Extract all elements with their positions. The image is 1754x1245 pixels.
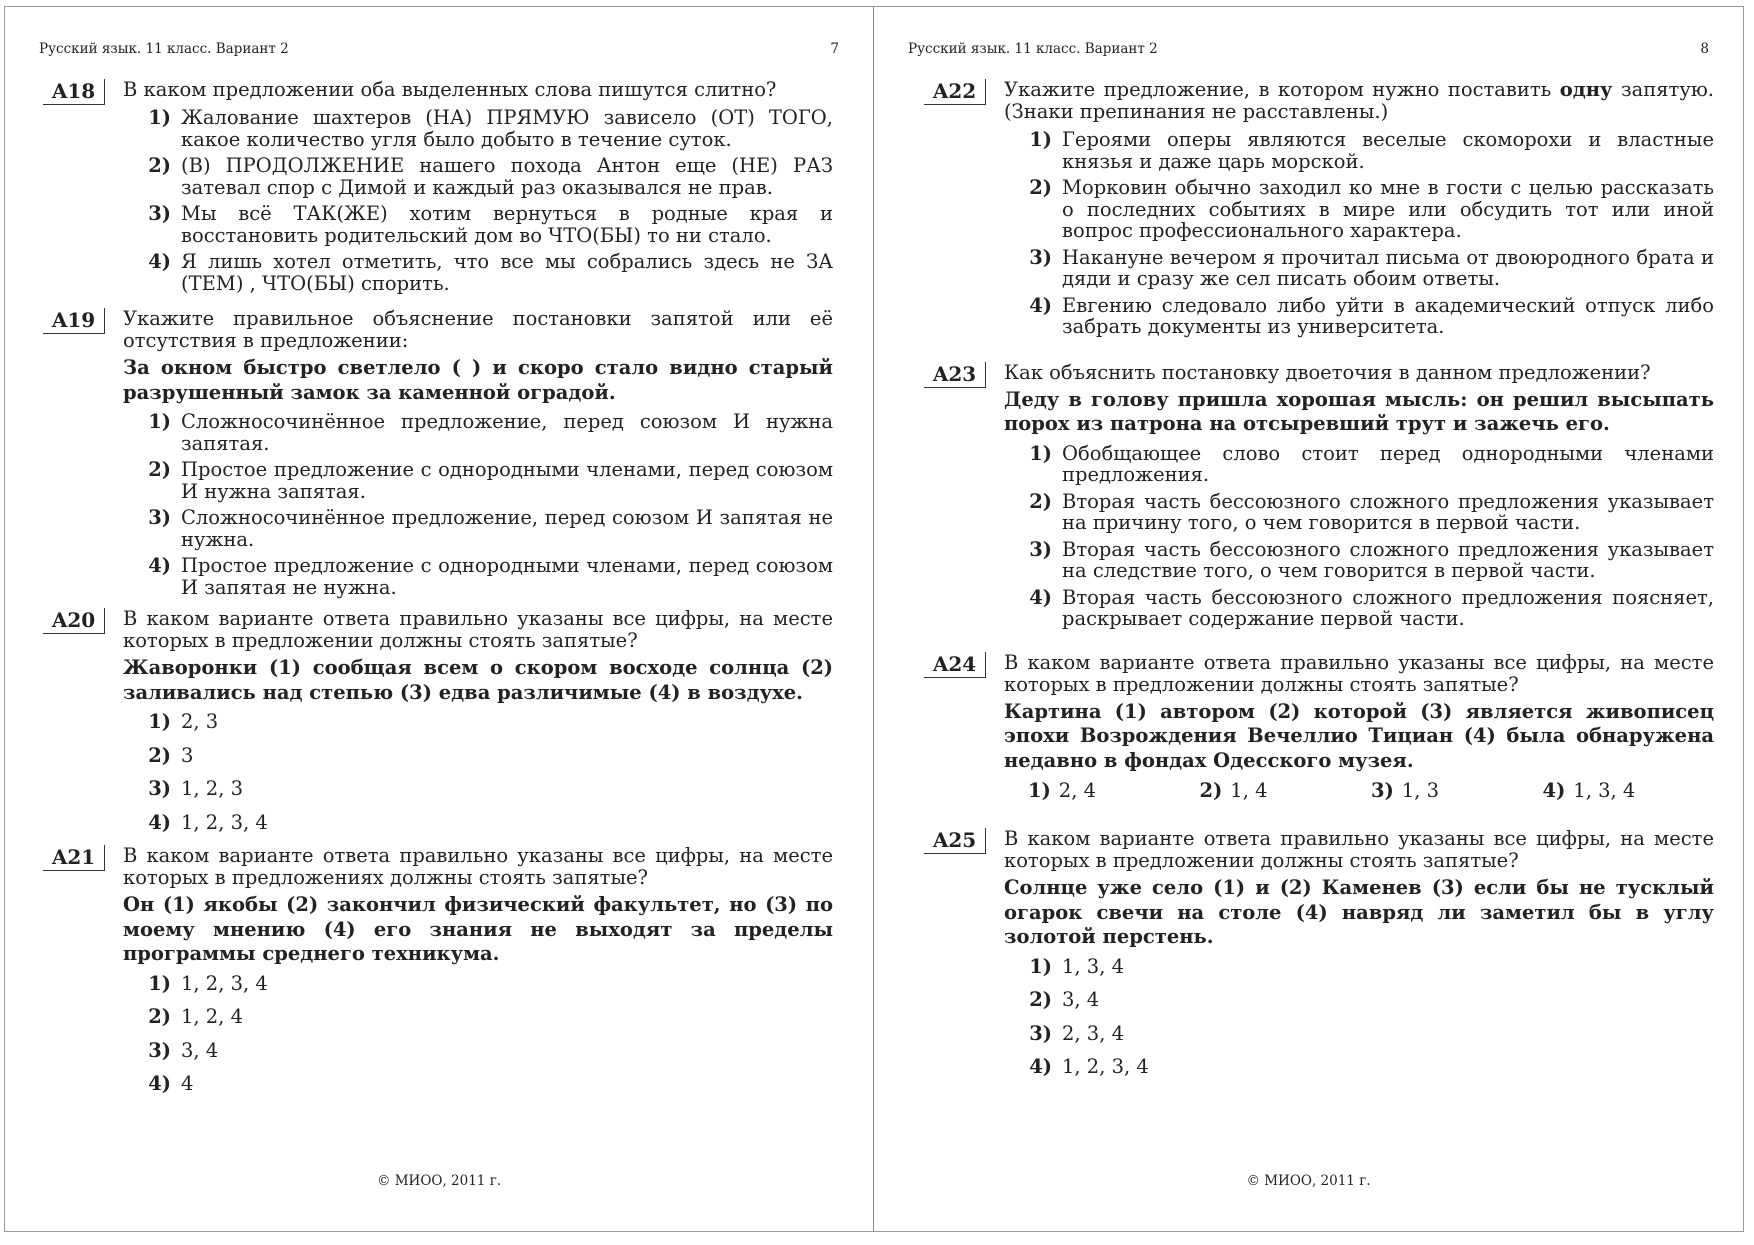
answer-option[interactable] (1028, 989, 1714, 1011)
page-left (5, 7, 874, 1231)
option-text: 3 (181, 743, 194, 767)
answer-option[interactable] (1028, 956, 1714, 978)
page-number: 7 (830, 41, 839, 57)
page-footer: © МИОО, 2011 г. (376, 1173, 502, 1189)
option-number: 2) (148, 154, 171, 177)
answer-option[interactable] (147, 507, 833, 550)
answer-option[interactable] (147, 411, 833, 454)
answer-option[interactable] (147, 711, 833, 733)
option-number: 2) (1199, 779, 1223, 802)
task-label: A23 (924, 362, 986, 388)
answer-options (1004, 443, 1714, 630)
answer-option[interactable] (1028, 539, 1714, 582)
option-number: 4) (1029, 585, 1052, 609)
option-text: 1, 4 (1230, 779, 1268, 802)
task-a23 (920, 362, 1714, 630)
option-number: 4) (148, 1072, 171, 1095)
question-emphasis: одну (1559, 78, 1613, 101)
answer-option[interactable] (1028, 587, 1714, 630)
answer-option[interactable] (147, 251, 833, 294)
answer-option[interactable] (147, 745, 833, 767)
option-text: 1, 2, 4 (181, 1005, 244, 1028)
answer-option[interactable] (147, 203, 833, 246)
given-sentence: Солнце уже село (1) и (2) Каменев (3) если бы не тусклый огарок свечи на столе (4) навряд ли заметил бы в углу золотой перстень. (1004, 876, 1714, 948)
option-number: 3) (148, 777, 171, 800)
running-header (908, 41, 1709, 57)
option-number: 1) (1029, 441, 1052, 465)
task-a20 (39, 608, 833, 833)
task-label: A21 (43, 845, 105, 871)
option-text: 1, 3 (1401, 779, 1440, 802)
given-sentence: За окном быстро светлело ( ) и скоро стало видно старый разрушенный замок за каменной оградой. (123, 356, 833, 404)
option-text: Вторая часть бессоюзного сложного предложения указывает на следствие того, о чем говорится в первой части. (1062, 537, 1714, 582)
option-text: 1, 2, 3, 4 (181, 971, 268, 995)
option-number: 1) (148, 410, 171, 433)
option-text: Жалование шахтеров (НА) ПРЯМУЮ зависело (ОТ) ТОГО, какое количество угля было добыто в течение суток. (181, 106, 833, 151)
given-sentence: Он (1) якобы (2) закончил физический факультет, но (3) по моему мнению (4) его знания не выходят за пределы программы среднего техникума. (123, 893, 833, 965)
option-text: 1, 2, 3, 4 (1062, 1055, 1149, 1078)
option-text: Евгению следовало либо уйти в академический отпуск либо забрать документы из университета. (1062, 293, 1714, 338)
given-sentence: Деду в голову пришла хорошая мысль: он решил высыпать порох из патрона на отсыревший трут и зажечь его. (1004, 387, 1714, 435)
option-number: 3) (1029, 537, 1052, 561)
task-a18 (39, 79, 833, 294)
header-title: Русский язык. 11 класс. Вариант 2 (39, 41, 289, 57)
answer-option[interactable] (1028, 491, 1714, 534)
answer-options (1004, 779, 1714, 802)
option-text: Накануне вечером я прочитал письма от двоюродного брата и дяди и сразу же сел писать обоим ответы. (1062, 245, 1714, 290)
answer-option[interactable] (1028, 177, 1714, 242)
task-label: A18 (43, 79, 105, 105)
option-number: 4) (1029, 293, 1052, 317)
answer-option[interactable] (147, 155, 833, 198)
answer-option[interactable] (147, 778, 833, 800)
task-question: Как объяснить постановку двоеточия в данном предложении? (1004, 360, 1651, 384)
option-number: 3) (1029, 245, 1052, 269)
answer-option[interactable] (1028, 443, 1714, 486)
option-number: 1) (148, 710, 171, 733)
option-text: 2, 4 (1058, 779, 1097, 802)
task-question: В каком предложении оба выделенных слова пишутся слитно? (123, 78, 777, 101)
task-question: В каком варианте ответа правильно указаны все цифры, на месте которых в предложении должны стоять запятые? (123, 607, 833, 652)
task-question: В каком варианте ответа правильно указаны все цифры, на месте которых в предложениях должны стоять запятые? (123, 844, 833, 889)
option-text: Вторая часть бессоюзного сложного предложения поясняет, раскрывает содержание первой части. (1062, 585, 1714, 630)
page-number: 8 (1700, 41, 1709, 57)
answer-option[interactable] (147, 1040, 833, 1062)
answer-option[interactable] (1028, 247, 1714, 290)
answer-option[interactable] (147, 812, 833, 834)
task-label: A19 (43, 308, 105, 334)
task-question: В каком варианте ответа правильно указаны все цифры, на месте которых в предложении должны стоять запятые? (1004, 827, 1714, 872)
option-number: 3) (148, 506, 171, 529)
option-number: 1) (1029, 954, 1052, 978)
given-sentence: Жаворонки (1) сообщая всем о скором восходе солнца (2) заливались над степью (3) едва различимые (4) в воздухе. (123, 656, 833, 704)
answer-options (1004, 956, 1714, 1078)
option-number: 2) (148, 458, 171, 481)
option-number: 2) (1029, 489, 1052, 513)
option-text: Вторая часть бессоюзного сложного предложения указывает на причину того, о чем говорится в первой части. (1062, 489, 1714, 534)
option-number: 1) (1028, 779, 1051, 802)
option-number: 3) (148, 202, 171, 225)
task-a19 (39, 308, 833, 598)
option-text: 1, 3, 4 (1573, 779, 1636, 802)
option-number: 2) (148, 1005, 171, 1028)
task-a25 (920, 828, 1714, 1078)
option-number: 1) (148, 106, 171, 129)
option-number: 2) (1029, 988, 1052, 1011)
running-header (39, 41, 839, 57)
answer-option[interactable] (147, 1073, 833, 1095)
page-footer: © МИОО, 2011 г. (1246, 1173, 1371, 1189)
answer-option[interactable] (1028, 779, 1200, 802)
option-text: Героями оперы являются веселые скоморохи и властные князья и даже царь морской. (1062, 128, 1714, 173)
task-question: В каком варианте ответа правильно указаны все цифры, на месте которых в предложении должны стоять запятые? (1004, 650, 1714, 696)
option-text: Сложносочинённое предложение, перед союзом И запятая не нужна. (181, 506, 833, 551)
booklet-spread (4, 6, 1744, 1232)
option-text: Мы всё ТАК(ЖЕ) хотим вернуться в родные края и восстановить родительский дом во ЧТО(БЫ) то ни стало. (181, 202, 833, 247)
option-text: Сложносочинённое предложение, перед союзом И нужна запятая. (181, 410, 833, 455)
option-number: 2) (148, 743, 171, 767)
option-text: 3, 4 (1062, 988, 1100, 1011)
option-text: 4 (181, 1072, 194, 1095)
option-number: 4) (148, 554, 171, 577)
answer-options (123, 411, 833, 598)
page-body (920, 79, 1714, 1090)
option-number: 3) (1371, 779, 1394, 802)
answer-option[interactable] (1028, 1023, 1714, 1045)
page-body (39, 79, 833, 1107)
option-number: 4) (148, 250, 171, 273)
answer-option[interactable] (147, 459, 833, 502)
answer-option[interactable] (147, 973, 833, 995)
option-number: 3) (1029, 1021, 1052, 1045)
task-label: A24 (924, 652, 986, 678)
answer-option[interactable] (1371, 779, 1543, 802)
answer-option[interactable] (1028, 295, 1714, 338)
answer-options (123, 711, 833, 833)
task-a21 (39, 845, 833, 1095)
question-text: запятую. (Знаки препинания не расставлены.) (1004, 78, 1714, 123)
option-text: Морковин обычно заходил ко мне в гости с целью рассказать о последних событиях в мире или обсудить тот или иной вопрос профессионального характера. (1062, 176, 1714, 242)
task-question (1004, 79, 1714, 123)
option-text: 1, 2, 3 (181, 777, 244, 800)
option-text: Простое предложение с однородными членами, перед союзом И нужна запятая. (181, 458, 833, 503)
answer-option[interactable] (147, 1006, 833, 1028)
answer-option[interactable] (1200, 779, 1372, 802)
option-text: 2, 3, 4 (1062, 1021, 1125, 1045)
option-text: 3, 4 (181, 1038, 219, 1062)
question-text: Укажите предложение, в котором нужно поставить (1004, 78, 1560, 101)
option-text: 1, 2, 3, 4 (181, 810, 268, 834)
option-number: 1) (148, 971, 171, 995)
option-number: 2) (1029, 176, 1052, 199)
option-number: 1) (1029, 128, 1052, 151)
answer-option[interactable] (1028, 1056, 1714, 1078)
answer-option[interactable] (147, 555, 833, 598)
task-label: A20 (43, 608, 105, 634)
option-number: 4) (148, 810, 171, 834)
answer-option[interactable] (1028, 129, 1714, 172)
option-number: 3) (148, 1038, 171, 1062)
option-number: 4) (1542, 779, 1566, 802)
option-text: Обобщающее слово стоит перед однородными членами предложения. (1062, 441, 1714, 486)
option-text: Я лишь хотел отметить, что все мы собрались здесь не ЗА (ТЕМ) , ЧТО(БЫ) спорить. (181, 250, 833, 295)
task-label: A25 (924, 828, 986, 854)
task-a24 (920, 652, 1714, 803)
answer-options (123, 973, 833, 1095)
task-label: A22 (924, 79, 986, 105)
task-a22 (920, 79, 1714, 338)
option-text: (В) ПРОДОЛЖЕНИЕ нашего похода Антон еще (НЕ) РАЗ затевал спор с Димой и каждый раз оказывался не прав. (181, 154, 833, 199)
option-text: 2, 3 (181, 710, 219, 733)
answer-options (1004, 129, 1714, 338)
option-text: 1, 3, 4 (1062, 954, 1125, 978)
answer-options (123, 107, 833, 294)
option-number: 4) (1029, 1055, 1052, 1078)
option-text: Простое предложение с однородными членами, перед союзом И запятая не нужна. (181, 554, 833, 599)
header-title: Русский язык. 11 класс. Вариант 2 (908, 41, 1158, 57)
answer-option[interactable] (1543, 779, 1715, 802)
task-question: Укажите правильное объяснение постановки запятой или её отсутствия в предложении: (123, 307, 833, 352)
page-right (874, 7, 1743, 1231)
answer-option[interactable] (147, 107, 833, 150)
given-sentence: Картина (1) автором (2) которой (3) является живописец эпохи Возрождения Вечеллио Тициан (4) была обнаружена недавно в фондах Одесского музея. (1004, 699, 1714, 772)
